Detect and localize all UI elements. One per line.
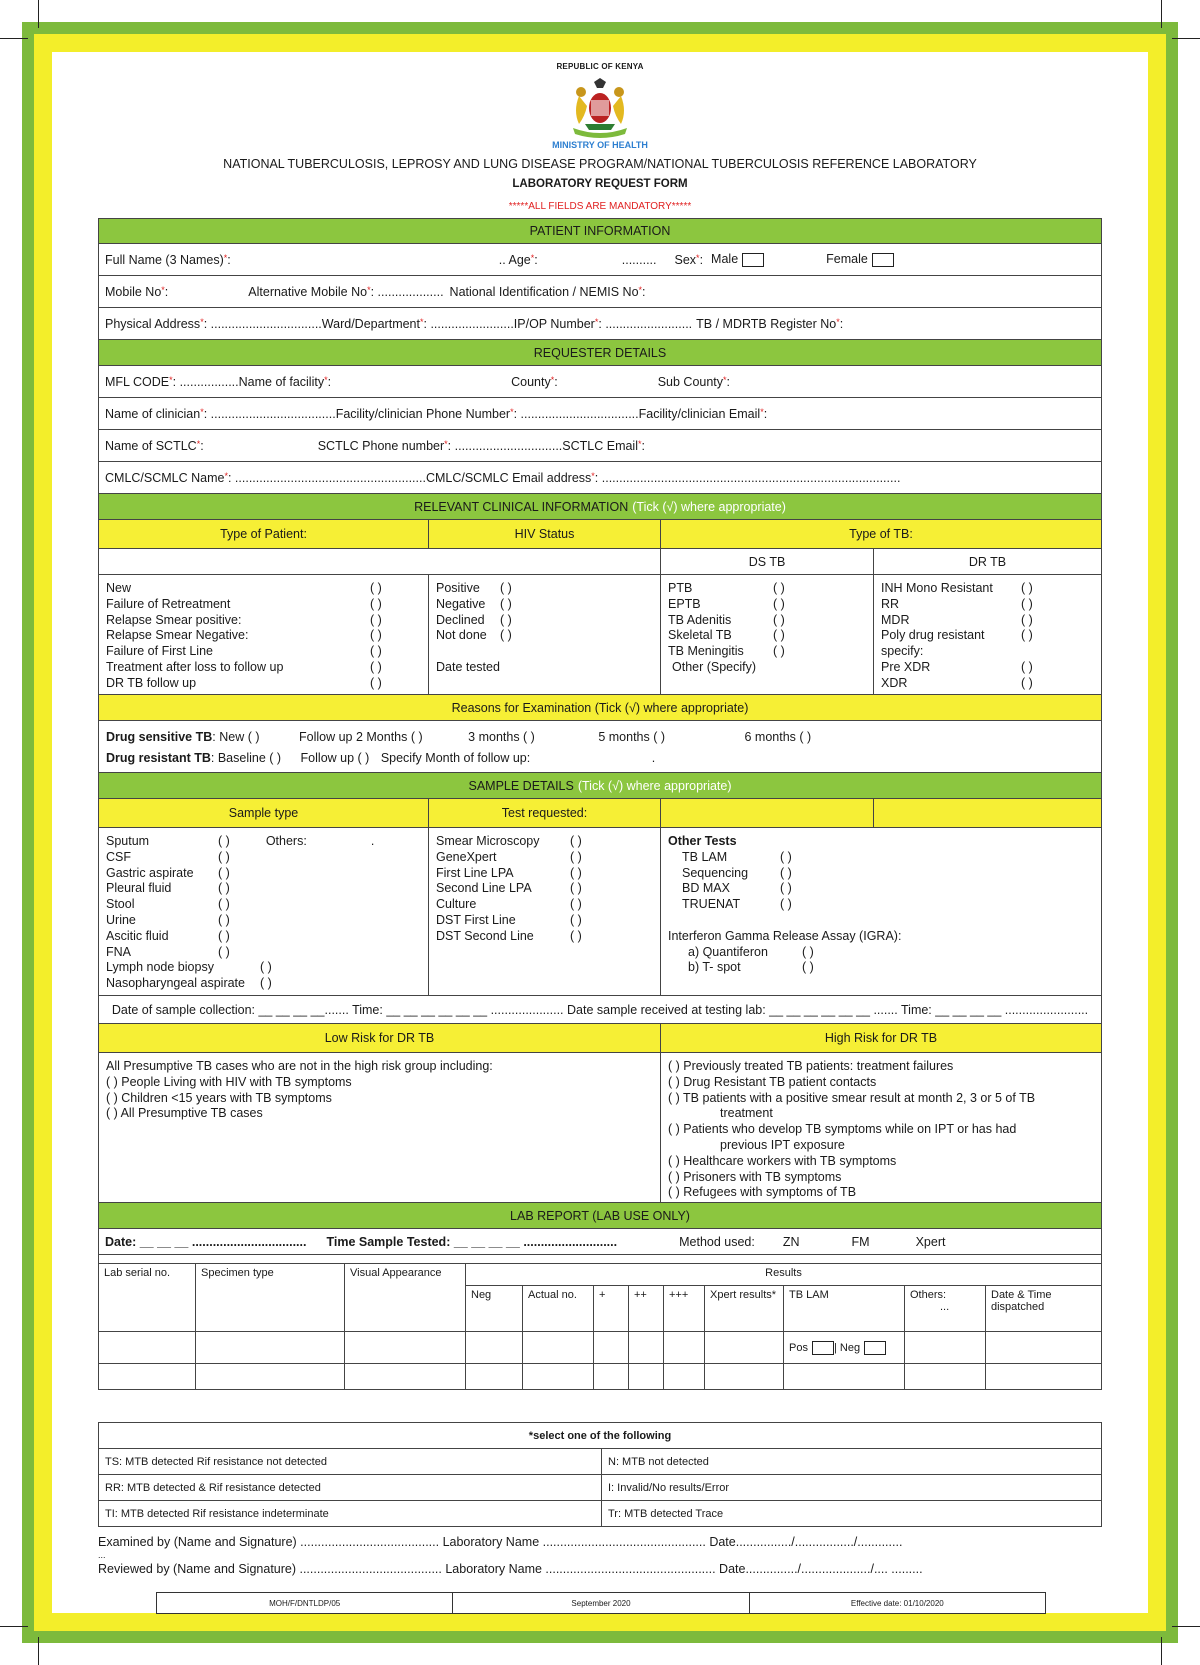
cmlc-email-field[interactable]: CMLC/SCMLC Email address*: ......................................................................................: [425, 470, 901, 485]
result-codes-table: [98, 1422, 1102, 1527]
crop-mark: [1161, 1637, 1162, 1665]
hiv-status-header: HIV Status: [429, 520, 661, 548]
sctlc-field[interactable]: Name of SCTLC*:: [105, 438, 204, 453]
drug-sensitive-row: Drug sensitive TB: New ( ) Follow up 2 Months ( ) 3 months ( ) 5 months ( ) 6 months ( ): [106, 730, 812, 744]
national-id-field[interactable]: National Identification / NEMIS No*:: [449, 284, 646, 299]
code-item: RR: MTB detected & Rif resistance detected: [99, 1475, 602, 1501]
sample-option[interactable]: Ascitic fluid: [106, 928, 169, 943]
sctlc-email-field[interactable]: SCTLC Email*:: [562, 438, 645, 453]
dr-specify-field[interactable]: specify:: [881, 644, 924, 659]
tb-type-header: Type of TB:: [661, 520, 1101, 548]
lab-section-header: LAB REPORT (LAB USE ONLY): [98, 1203, 1102, 1229]
sample-dates-row: [98, 996, 1102, 1024]
full-name-field[interactable]: Full Name (3 Names)*:: [105, 252, 231, 267]
clinical-column-headers: [98, 520, 1102, 549]
method-xpert[interactable]: Xpert: [915, 1234, 946, 1249]
hiv-option[interactable]: Positive ( ): [436, 581, 512, 595]
request-form: [98, 218, 1102, 1390]
dr-baseline-option[interactable]: : Baseline ( ): [210, 751, 282, 765]
low-risk-option[interactable]: ( ) All Presumptive TB cases: [106, 1106, 263, 1121]
dr-tb-option[interactable]: XDR ( ): [881, 675, 1033, 690]
mandatory-note: *****ALL FIELDS ARE MANDATORY*****: [508, 201, 692, 212]
hiv-option[interactable]: Negative ( ): [436, 596, 512, 611]
coat-of-arms-icon: [565, 76, 635, 138]
clinical-options: [98, 575, 1102, 695]
form-footer: [156, 1592, 1046, 1614]
code-item: N: MTB not detected: [602, 1449, 1102, 1475]
ds-other-field[interactable]: Other (Specify): [672, 659, 757, 674]
test-option[interactable]: Culture ( ): [436, 897, 582, 912]
sample-option[interactable]: CSF: [106, 849, 131, 864]
code-item: TI: MTB detected Rif resistance indeterminate: [99, 1501, 602, 1527]
sex-field: Sex*:: [674, 252, 704, 267]
sample-option[interactable]: Sputum: [106, 834, 150, 848]
clinician-field[interactable]: Name of clinician*: ....................................: [105, 406, 336, 421]
patient-mobile-row: [98, 276, 1102, 308]
test-option[interactable]: Second Line LPA ( ): [436, 881, 582, 896]
sample-option[interactable]: Nasopharyngeal aspirate: [106, 976, 245, 991]
other-tests-list: Other Tests TB LAM ( ) Sequencing ( ) BD MAX ( ) TRUENAT ( ) Interferon Gamma Release Assay (IGRA): a) Quantiferon ( ) b) T- spot ( ): [661, 828, 1101, 995]
dr-tb-option[interactable]: Poly drug resistant ( ): [881, 628, 1033, 643]
patient-section-header: PATIENT INFORMATION: [98, 218, 1102, 244]
dr-tb-option[interactable]: RR ( ): [881, 596, 1033, 611]
tb-subheaders: [98, 549, 1102, 575]
requester-sctlc-row: [98, 430, 1102, 462]
tb-lam-neg-checkbox[interactable]: [864, 1341, 886, 1355]
requester-section-header: REQUESTER DETAILS: [98, 340, 1102, 366]
patient-type-option[interactable]: Relapse Smear positive: ( ): [106, 612, 382, 627]
sctlc-phone-field[interactable]: SCTLC Phone number*: ...............................: [317, 438, 563, 453]
ministry-title: MINISTRY OF HEALTH: [552, 140, 648, 150]
high-risk-option[interactable]: ( ) Healthcare workers with TB symptoms: [668, 1153, 897, 1168]
program-title: NATIONAL TUBERCULOSIS, LEPROSY AND LUNG DISEASE PROGRAM/NATIONAL TUBERCULOSIS REFERENCE LABORATORY: [223, 157, 977, 171]
patient-type-option[interactable]: Failure of Retreatment ( ): [106, 596, 382, 611]
high-risk-option[interactable]: ( ) Prisoners with TB symptoms: [668, 1169, 842, 1184]
crop-mark: [1172, 1626, 1200, 1627]
form-date: September 2020: [453, 1593, 749, 1613]
code-item: TS: MTB detected Rif resistance not detected: [99, 1449, 602, 1475]
ds-tb-option[interactable]: EPTB ( ): [668, 596, 785, 611]
sample-section-header: SAMPLE DETAILS (Tick (√) where appropriate): [98, 773, 1102, 799]
patient-type-option[interactable]: Failure of First Line ( ): [106, 644, 382, 659]
sample-option[interactable]: Pleural fluid: [106, 881, 172, 896]
patient-name-row: Full Name (3 Names)*: .. Age*: .......... Sex*: Male Female: [98, 244, 1102, 276]
tb-register-field[interactable]: TB / MDRTB Register No*:: [696, 316, 844, 331]
ds-tb-option[interactable]: Skeletal TB ( ): [668, 628, 785, 643]
ds-tb-option[interactable]: PTB ( ): [668, 581, 785, 595]
crop-mark: [1161, 0, 1162, 28]
sample-option[interactable]: Stool: [106, 897, 135, 912]
patient-type-option[interactable]: New ( ): [106, 581, 382, 595]
sample-option[interactable]: FNA: [106, 944, 131, 959]
mobile-field[interactable]: Mobile No*:: [105, 284, 169, 299]
ds-tb-option[interactable]: TB Meningitis ( ): [668, 644, 785, 659]
patient-type-list: [99, 575, 429, 694]
test-option[interactable]: Smear Microscopy ( ): [436, 834, 582, 848]
male-option[interactable]: Male: [711, 252, 764, 267]
low-risk-option[interactable]: ( ) Children <15 years with TB symptoms: [106, 1090, 332, 1105]
patient-type-option[interactable]: Relapse Smear Negative: ( ): [106, 628, 382, 643]
female-checkbox[interactable]: [872, 253, 894, 267]
crop-mark: [38, 0, 39, 28]
other-test-option[interactable]: Sequencing: [682, 865, 749, 880]
county-field[interactable]: County*:: [511, 374, 558, 389]
republic-title: REPUBLIC OF KENYA: [556, 62, 644, 71]
test-option[interactable]: GeneXpert ( ): [436, 849, 582, 864]
igra-option[interactable]: b) T- spot: [688, 960, 741, 975]
lab-results-table: Lab serial no. Specimen type Visual Appearance Results Neg Actual no. + ++ +++ Xpert results* TB LAM Others: ... Date & Time dispatched Pos | Neg: [98, 1263, 1102, 1390]
igra-title: Interferon Gamma Release Assay (IGRA):: [668, 928, 902, 943]
lab-date-row: Date: __ __ __ ................................. Time Sample Tested: __ __ __ __ ........................... Method used: ZN FM Xpert: [98, 1229, 1102, 1255]
dr-tb-list: [874, 575, 1101, 694]
test-requested-header: Test requested:: [429, 799, 661, 827]
col-results: Results: [466, 1264, 1102, 1286]
dr-month-field[interactable]: Specify Month of follow up:: [380, 751, 531, 765]
lab-date-field[interactable]: Date: __ __ __ .................................: [105, 1234, 307, 1249]
reasons-section-header: Reasons for Examination (Tick (√) where appropriate): [98, 695, 1102, 721]
ds-tb-option[interactable]: TB Adenitis ( ): [668, 612, 785, 627]
high-risk-list: ( ) Previously treated TB patients: treatment failures ( ) Drug Resistant TB patient contacts ( ) TB patients with a positive smear result at month 2, 3 or 5 of TB treatment ( ) Patients who develop TB symptoms while on IPT or has had previous IPT exposure ( ) Healthcare workers with TB symptoms ( ) Prisoners with TB symptoms ( ) Refugees with symptoms of TB: [661, 1053, 1101, 1202]
method-zn[interactable]: ZN: [782, 1234, 800, 1249]
examined-by-field[interactable]: Examined by (Name and Signature) ........................................ Laboratory Name ............................................... Date................/................./.............: [98, 1535, 903, 1549]
other-test-option[interactable]: TB LAM: [682, 849, 728, 864]
male-checkbox[interactable]: [742, 253, 764, 267]
requester-mfl-row: [98, 366, 1102, 398]
sample-options: [98, 828, 1102, 996]
igra-option[interactable]: a) Quantiferon: [688, 944, 768, 959]
crop-mark: [0, 1626, 28, 1627]
test-option[interactable]: First Line LPA ( ): [436, 865, 582, 880]
ds-tb-list: [661, 575, 874, 694]
requester-clinician-row: [98, 398, 1102, 430]
ward-field[interactable]: Ward/Department*: ........................: [321, 316, 514, 331]
dr-tb-option[interactable]: Pre XDR ( ): [881, 659, 1033, 674]
high-risk-header: High Risk for DR TB: [661, 1024, 1101, 1052]
facility-field[interactable]: Name of facility*:: [238, 374, 332, 389]
form-code: MOH/F/DNTLDP/05: [157, 1593, 453, 1613]
reviewed-by-field[interactable]: Reviewed by (Name and Signature) ......................................... Laboratory Name ................................................. Date.............../..................../.... .........: [98, 1562, 923, 1576]
sample-option[interactable]: Urine: [106, 912, 136, 927]
clinician-phone-field[interactable]: Facility/clinician Phone Number*: ..................................: [335, 406, 639, 421]
ds-new-option[interactable]: : New ( ): [212, 730, 260, 744]
col-specimen-type: Specimen type: [196, 1264, 345, 1332]
patient-type-header: Type of Patient:: [99, 520, 429, 548]
crop-mark: [1172, 38, 1200, 39]
clinical-section-header: RELEVANT CLINICAL INFORMATION (Tick (√) where appropriate): [98, 494, 1102, 520]
effective-date: Effective date: 01/10/2020: [850, 1598, 944, 1608]
high-risk-option[interactable]: ( ) Drug Resistant TB patient contacts: [668, 1074, 877, 1089]
high-risk-option[interactable]: ( ) Previously treated TB patients: treatment failures: [668, 1059, 954, 1073]
lab-time-field[interactable]: Time Sample Tested: __ __ __ __ ...........................: [326, 1234, 618, 1249]
form-title: LABORATORY REQUEST FORM: [512, 178, 688, 190]
col-visual-appearance: Visual Appearance: [345, 1264, 466, 1332]
method-fm[interactable]: FM: [851, 1234, 870, 1249]
hiv-option[interactable]: Declined ( ): [436, 612, 512, 627]
hiv-option[interactable]: Not done ( ): [436, 628, 512, 643]
date-tested-field[interactable]: Date tested: [436, 659, 500, 674]
dr-tb-option[interactable]: MDR ( ): [881, 612, 1033, 627]
crop-mark: [38, 1637, 39, 1665]
sample-type-list: Sputum ( ) Others: . CSF ( ) Gastric aspirate ( ) Pleural fluid ( ) Stool ( ) Urine ( ) Ascitic fluid ( ) FNA ( ) Lymph node biopsy ( ) Nasopharyngeal aspirate ( ): [99, 828, 429, 995]
low-risk-list: All Presumptive TB cases who are not in the high risk group including: ( ) People Living with HIV with TB symptoms ( ) Children <15 years with TB symptoms ( ) All Presumptive TB cases: [99, 1053, 661, 1202]
sample-column-headers: [98, 799, 1102, 828]
sample-dates-field[interactable]: Date of sample collection: __ __ __ __....... Time: __ __ __ __ __ __ ..................... Date sample received at testing lab: __ __ __ __ __ __ ....... Time: __ __ __ __ ........................: [111, 1002, 1089, 1017]
codes-title: *select one of the following: [99, 1423, 1102, 1449]
tb-lam-pos-checkbox[interactable]: [812, 1341, 834, 1355]
low-risk-option[interactable]: ( ) People Living with HIV with TB symptoms: [106, 1074, 352, 1089]
age-field[interactable]: .. Age*:: [498, 252, 538, 267]
requester-cmlc-row: [98, 462, 1102, 494]
patient-type-option[interactable]: Treatment after loss to follow up ( ): [106, 659, 382, 674]
reasons-block: [98, 721, 1102, 773]
code-item: Tr: MTB detected Trace: [602, 1501, 1102, 1527]
address-field[interactable]: Physical Address*: ................................: [105, 316, 322, 331]
mfl-code-field[interactable]: MFL CODE*: .................: [105, 374, 239, 389]
sample-type-header: Sample type: [99, 799, 429, 827]
ds-tb-header: DS TB: [661, 549, 874, 574]
risk-options: [98, 1053, 1102, 1203]
dr-tb-header: DR TB: [968, 554, 1007, 569]
patient-type-option[interactable]: DR TB follow up ( ): [106, 675, 382, 690]
tb-lam-result: Pos | Neg: [784, 1332, 905, 1364]
drug-resistant-row: Drug resistant TB: Baseline ( ) Follow up ( ) Specify Month of follow up: .: [106, 751, 656, 765]
ipop-field[interactable]: IP/OP Number*: .........................: [513, 316, 693, 331]
test-option[interactable]: DST First Line ( ): [436, 912, 582, 927]
col-lab-serial: Lab serial no.: [99, 1264, 196, 1332]
ds-5months-option[interactable]: 5 months ( ): [598, 730, 666, 744]
ds-6months-option[interactable]: 6 months ( ): [744, 730, 812, 744]
dr-tb-option[interactable]: INH Mono Resistant ( ): [881, 581, 1033, 595]
crop-mark: [0, 38, 28, 39]
female-option[interactable]: Female: [826, 252, 894, 267]
sample-option[interactable]: Gastric aspirate: [106, 865, 194, 880]
test-option[interactable]: DST Second Line ( ): [436, 928, 582, 943]
table-row: [99, 1332, 1102, 1364]
patient-address-row: [98, 308, 1102, 340]
other-test-option[interactable]: TRUENAT: [682, 897, 741, 912]
risk-headers: [98, 1024, 1102, 1053]
test-requested-list: [429, 828, 661, 995]
high-risk-option[interactable]: ( ) Refugees with symptoms of TB: [668, 1185, 857, 1200]
cmlc-field[interactable]: CMLC/SCMLC Name*: .......................................................: [105, 470, 426, 485]
table-row: [99, 1364, 1102, 1390]
other-tests-title: Other Tests: [668, 834, 737, 848]
high-risk-option[interactable]: ( ) TB patients with a positive smear result at month 2, 3 or 5 of TB: [668, 1090, 1036, 1105]
others-field[interactable]: Others:: [265, 834, 307, 848]
dr-followup-option[interactable]: Follow up ( ): [300, 751, 370, 765]
sample-option[interactable]: Lymph node biopsy: [106, 960, 214, 975]
low-risk-header: Low Risk for DR TB: [99, 1024, 661, 1052]
alt-mobile-field[interactable]: Alternative Mobile No*: ...................: [248, 284, 444, 299]
hiv-status-list: [429, 575, 661, 694]
code-item: I: Invalid/No results/Error: [602, 1475, 1102, 1501]
ds-followup2-option[interactable]: Follow up 2 Months ( ): [299, 730, 423, 744]
other-test-option[interactable]: BD MAX: [682, 881, 730, 896]
subcounty-field[interactable]: Sub County*:: [657, 374, 731, 389]
clinician-email-field[interactable]: Facility/clinician Email*:: [638, 406, 768, 421]
high-risk-option[interactable]: ( ) Patients who develop TB symptoms while on IPT or has had: [668, 1122, 1017, 1137]
ds-3months-option[interactable]: 3 months ( ): [468, 730, 535, 744]
